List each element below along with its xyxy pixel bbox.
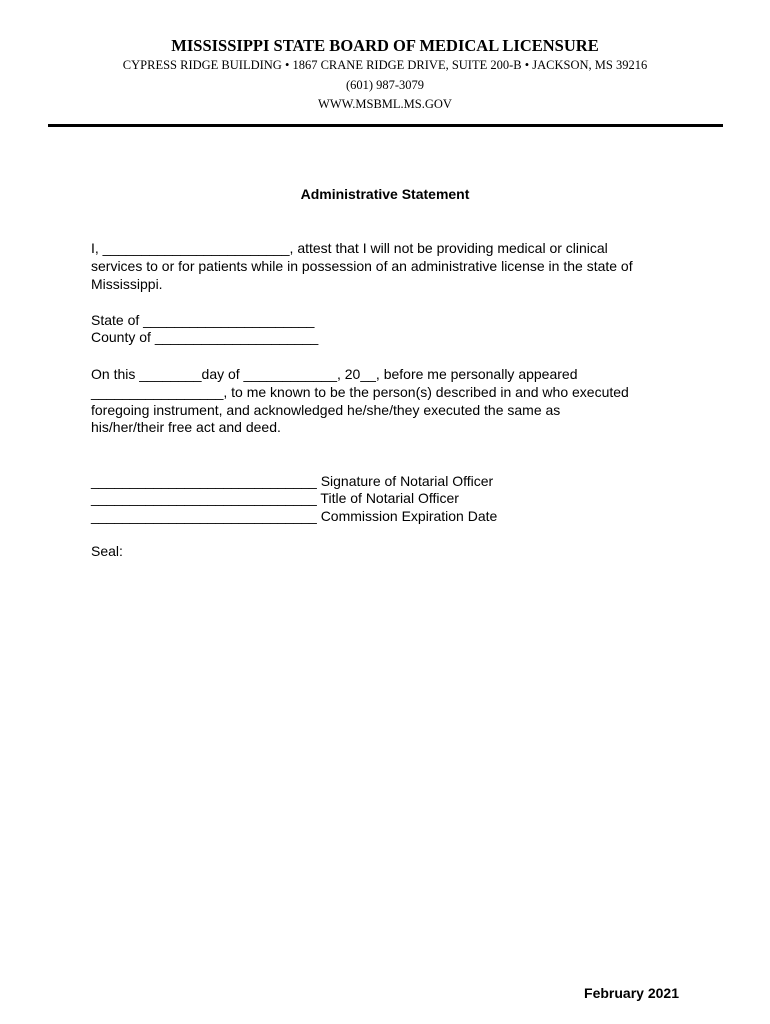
attest-line-2: services to or for patients while in possession of an administrative license in the state of <box>91 258 633 274</box>
notary-line-2[interactable]: _________________, to me known to be the person(s) described in and who executed <box>91 384 629 400</box>
header-divider <box>48 124 723 127</box>
document-title: Administrative Statement <box>300 186 470 202</box>
org-phone: (601) 987-3079 <box>345 78 425 92</box>
org-website: WWW.MSBML.MS.GOV <box>318 97 452 111</box>
notary-line-4: his/her/their free act and deed. <box>91 419 281 435</box>
seal-label: Seal: <box>91 543 123 559</box>
org-name: MISSISSIPPI STATE BOARD OF MEDICAL LICENSURE <box>171 36 599 55</box>
footer-date: February 2021 <box>584 985 679 1001</box>
attest-line-3: Mississippi. <box>91 276 163 292</box>
attest-line-1[interactable]: I, ________________________, attest that I will not be providing medical or clinical <box>91 240 608 256</box>
county-field[interactable]: County of _____________________ <box>91 329 319 345</box>
org-address: CYPRESS RIDGE BUILDING • 1867 CRANE RIDGE DRIVE, SUITE 200-B • JACKSON, MS 39216 <box>122 58 648 72</box>
state-field[interactable]: State of ______________________ <box>91 312 315 328</box>
notary-line-3: foregoing instrument, and acknowledged he/she/they executed the same as <box>91 402 561 418</box>
notary-signature-field[interactable]: _____________________________ Signature of Notarial Officer <box>91 473 494 489</box>
notary-line-1[interactable]: On this ________day of ____________, 20__, before me personally appeared <box>91 366 578 382</box>
commission-expiration-field[interactable]: _____________________________ Commission Expiration Date <box>91 508 498 524</box>
notary-title-field[interactable]: _____________________________ Title of Notarial Officer <box>91 490 459 506</box>
